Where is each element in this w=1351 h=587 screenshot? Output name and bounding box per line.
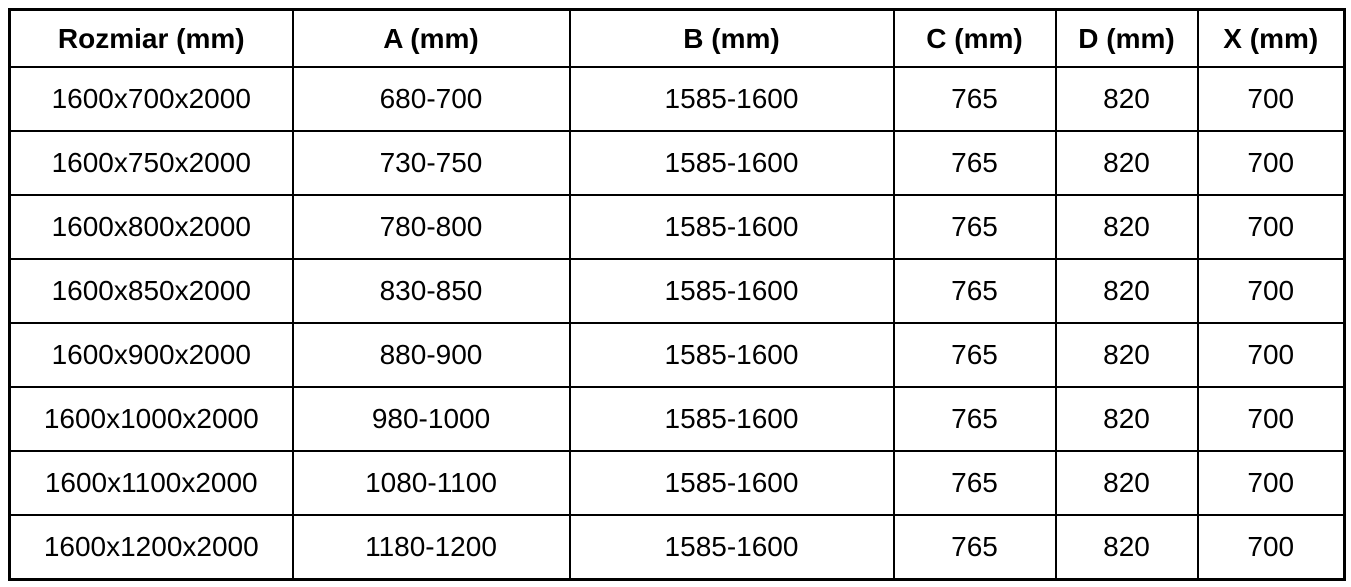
table-cell-b: 1585-1600 bbox=[570, 131, 894, 195]
table-cell-a: 780-800 bbox=[293, 195, 570, 259]
table-row bbox=[10, 259, 1345, 323]
table-cell-b: 1585-1600 bbox=[570, 195, 894, 259]
table-cell-rozmiar: 1600x1000x2000 bbox=[10, 387, 293, 451]
table-cell-rozmiar: 1600x700x2000 bbox=[10, 67, 293, 131]
column-header-rozmiar: Rozmiar (mm) bbox=[10, 10, 293, 68]
table-cell-d: 820 bbox=[1056, 259, 1198, 323]
table-cell-c: 765 bbox=[894, 195, 1056, 259]
table-cell-c: 765 bbox=[894, 451, 1056, 515]
table-cell-x: 700 bbox=[1198, 323, 1345, 387]
table-row bbox=[10, 195, 1345, 259]
table-cell-a: 680-700 bbox=[293, 67, 570, 131]
table-cell-b: 1585-1600 bbox=[570, 515, 894, 580]
table-cell-a: 1080-1100 bbox=[293, 451, 570, 515]
table-cell-x: 700 bbox=[1198, 387, 1345, 451]
table-cell-c: 765 bbox=[894, 515, 1056, 580]
table-cell-rozmiar: 1600x1200x2000 bbox=[10, 515, 293, 580]
table-cell-d: 820 bbox=[1056, 195, 1198, 259]
table-cell-c: 765 bbox=[894, 323, 1056, 387]
table-cell-a: 730-750 bbox=[293, 131, 570, 195]
table-cell-x: 700 bbox=[1198, 67, 1345, 131]
table-cell-rozmiar: 1600x1100x2000 bbox=[10, 451, 293, 515]
table-row bbox=[10, 131, 1345, 195]
table-cell-b: 1585-1600 bbox=[570, 451, 894, 515]
table-cell-x: 700 bbox=[1198, 259, 1345, 323]
column-header-d: D (mm) bbox=[1056, 10, 1198, 68]
table-cell-c: 765 bbox=[894, 67, 1056, 131]
table-cell-x: 700 bbox=[1198, 195, 1345, 259]
table-cell-rozmiar: 1600x850x2000 bbox=[10, 259, 293, 323]
table-row bbox=[10, 67, 1345, 131]
table-cell-b: 1585-1600 bbox=[570, 259, 894, 323]
table-cell-rozmiar: 1600x750x2000 bbox=[10, 131, 293, 195]
table-cell-x: 700 bbox=[1198, 451, 1345, 515]
table-cell-rozmiar: 1600x800x2000 bbox=[10, 195, 293, 259]
column-header-x: X (mm) bbox=[1198, 10, 1345, 68]
column-header-b: B (mm) bbox=[570, 10, 894, 68]
table-cell-c: 765 bbox=[894, 259, 1056, 323]
table-cell-x: 700 bbox=[1198, 131, 1345, 195]
table-cell-d: 820 bbox=[1056, 67, 1198, 131]
table-cell-a: 880-900 bbox=[293, 323, 570, 387]
table-cell-rozmiar: 1600x900x2000 bbox=[10, 323, 293, 387]
table-cell-d: 820 bbox=[1056, 131, 1198, 195]
column-header-c: C (mm) bbox=[894, 10, 1056, 68]
table-cell-d: 820 bbox=[1056, 323, 1198, 387]
table-cell-b: 1585-1600 bbox=[570, 67, 894, 131]
table-cell-d: 820 bbox=[1056, 515, 1198, 580]
table-cell-x: 700 bbox=[1198, 515, 1345, 580]
table-row bbox=[10, 323, 1345, 387]
dimensions-table bbox=[8, 8, 1346, 581]
table-cell-d: 820 bbox=[1056, 387, 1198, 451]
table-cell-b: 1585-1600 bbox=[570, 323, 894, 387]
table-cell-a: 830-850 bbox=[293, 259, 570, 323]
table-row bbox=[10, 387, 1345, 451]
table-cell-a: 1180-1200 bbox=[293, 515, 570, 580]
table-cell-c: 765 bbox=[894, 131, 1056, 195]
table-cell-a: 980-1000 bbox=[293, 387, 570, 451]
column-header-a: A (mm) bbox=[293, 10, 570, 68]
table-cell-c: 765 bbox=[894, 387, 1056, 451]
table-row bbox=[10, 451, 1345, 515]
table-header-row bbox=[10, 10, 1345, 68]
table-cell-b: 1585-1600 bbox=[570, 387, 894, 451]
table-cell-d: 820 bbox=[1056, 451, 1198, 515]
table-row bbox=[10, 515, 1345, 580]
